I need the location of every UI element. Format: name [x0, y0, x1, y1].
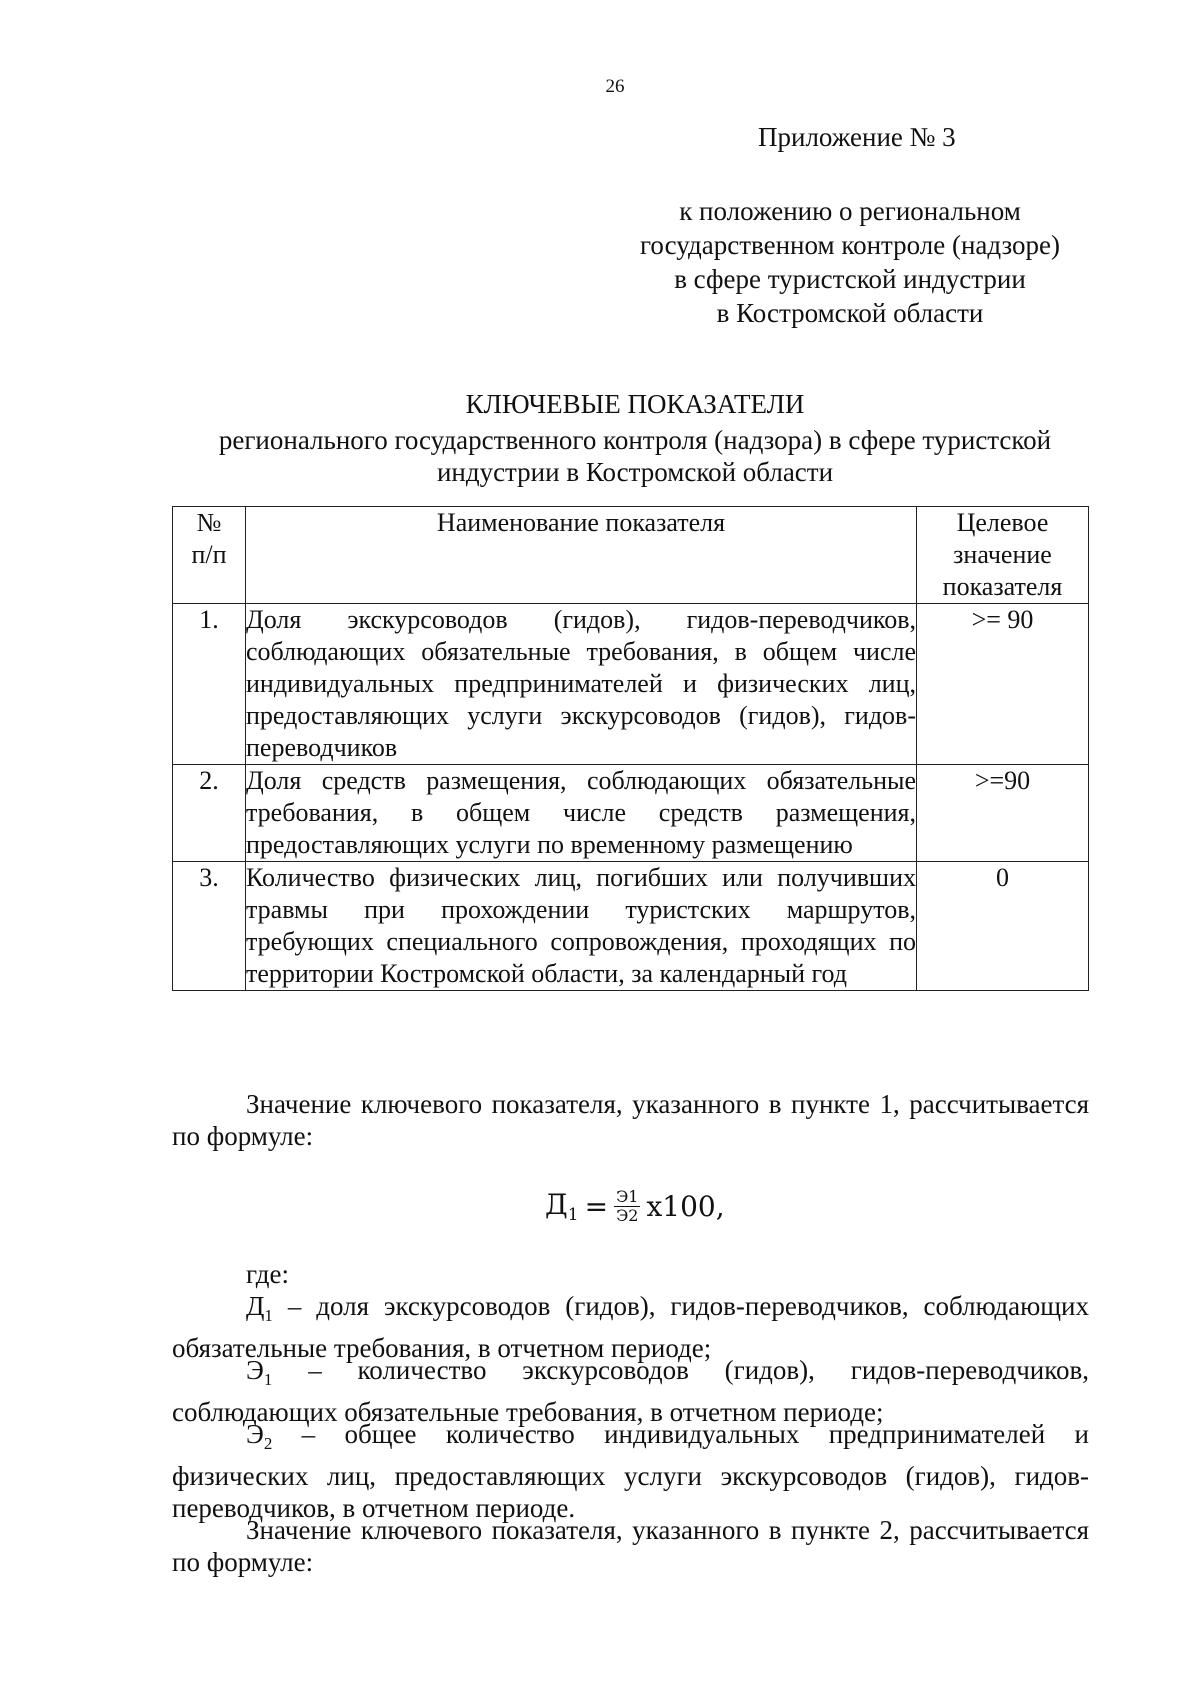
formula-lhs-symbol: Д: [545, 1188, 568, 1221]
header-indicator-name: [246, 507, 917, 604]
row-indicator-name: Доля экскурсоводов (гидов), гидов-переводчиков, соблюдающих обязательные требования, в общем числе индивидуальных предпринимателей и физических лиц, предоставляющих услуги экскурсоводов (гидов), гидов-переводчиков: [246, 604, 917, 765]
paragraph-formula-intro-1: Значение ключевого показателя, указанного в пункте 1, рассчитывается по формуле:: [172, 1089, 1089, 1151]
header-target-value: [917, 507, 1089, 604]
definition-subscript: 1: [264, 1306, 273, 1325]
row-target-value: >=90: [917, 765, 1089, 862]
paragraph-formula-intro-2: Значение ключевого показателя, указанного в пункте 2, рассчитывается по формуле:: [172, 1515, 1089, 1577]
definition-e2: [172, 1418, 1089, 1524]
subtitle-line: индустрии в Костромской области: [436, 457, 834, 487]
definition-symbol: Э: [246, 1355, 264, 1385]
definition-text: – доля экскурсоводов (гидов), гидов-переводчиков, соблюдающих обязательные требования, в отчетном периоде;: [172, 1291, 1089, 1363]
definition-text: – общее количество индивидуальных предпринимателей и физических лиц, предоставляющих услуги экскурсоводов (гидов), гидов-переводчиков, в отчетном периоде.: [172, 1419, 1089, 1523]
definition-subscript: 2: [263, 1434, 273, 1453]
row-indicator-name: Количество физических лиц, погибших или получивших травмы при прохождении туристских маршрутов, требующих специального сопровождения, проходящих по территории Костромской области, за календарный год: [246, 862, 917, 991]
row-number: 3.: [173, 862, 246, 991]
page-number: 26: [605, 76, 625, 97]
row-indicator-name: Доля средств размещения, соблюдающих обязательные требования, в общем числе средств размещения, предоставляющих услуги по временному размещению: [246, 765, 917, 862]
where-label: где:: [246, 1259, 289, 1289]
row-target-value: 0: [917, 862, 1089, 991]
header-number: [173, 507, 246, 604]
header-target-line: показателя: [942, 572, 1063, 601]
document-title: КЛЮЧЕВЫЕ ПОКАЗАТЕЛИ: [465, 389, 805, 419]
definition-d1: [172, 1290, 1089, 1364]
header-indicator-name-text: Наименование показателя: [436, 508, 726, 537]
subtitle-line: регионального государственного контроля (надзора) в сфере туристской: [218, 425, 1052, 455]
appendix-reference-line: в сфере туристской индустрии: [674, 264, 1026, 294]
row-target-value: >= 90: [917, 604, 1089, 765]
appendix-reference-line: государственном контроле (надзоре): [640, 230, 1060, 260]
definition-symbol: Д: [246, 1291, 265, 1321]
table-header-row: [173, 507, 1089, 604]
appendix-reference-line: к положению о региональном: [679, 196, 1021, 226]
row-number: 2.: [173, 765, 246, 862]
definition-text: – количество экскурсоводов (гидов), гидов-переводчиков, соблюдающих обязательные требования, в отчетном периоде;: [172, 1355, 1089, 1427]
header-target-line: Целевое: [956, 508, 1049, 537]
document-subtitle: [170, 424, 1100, 488]
formula-d1: [545, 1188, 725, 1225]
table-row: [173, 765, 1089, 862]
appendix-reference-line: в Костромской области: [716, 298, 984, 328]
formula-numerator: Э1: [616, 1187, 639, 1206]
header-number-line: №: [196, 508, 222, 537]
formula-lhs: [545, 1188, 579, 1225]
formula-multiplier: x100,: [646, 1190, 725, 1223]
header-target-line: значение: [953, 540, 1052, 569]
formula-equals: =: [584, 1190, 609, 1223]
formula-lhs-subscript: 1: [567, 1205, 579, 1225]
table-row: [173, 604, 1089, 765]
header-number-line: п/п: [191, 540, 227, 569]
appendix-number: Приложение № 3: [758, 122, 956, 152]
table-row: [173, 862, 1089, 991]
key-indicators-table: [172, 506, 1089, 991]
definition-symbol: Э: [246, 1419, 264, 1449]
definition-e1: [172, 1354, 1089, 1428]
appendix-reference: [600, 194, 1100, 330]
formula-denominator: Э2: [616, 1206, 639, 1225]
definition-subscript: 1: [263, 1370, 273, 1389]
row-number: 1.: [173, 604, 246, 765]
formula-fraction: [614, 1188, 640, 1225]
